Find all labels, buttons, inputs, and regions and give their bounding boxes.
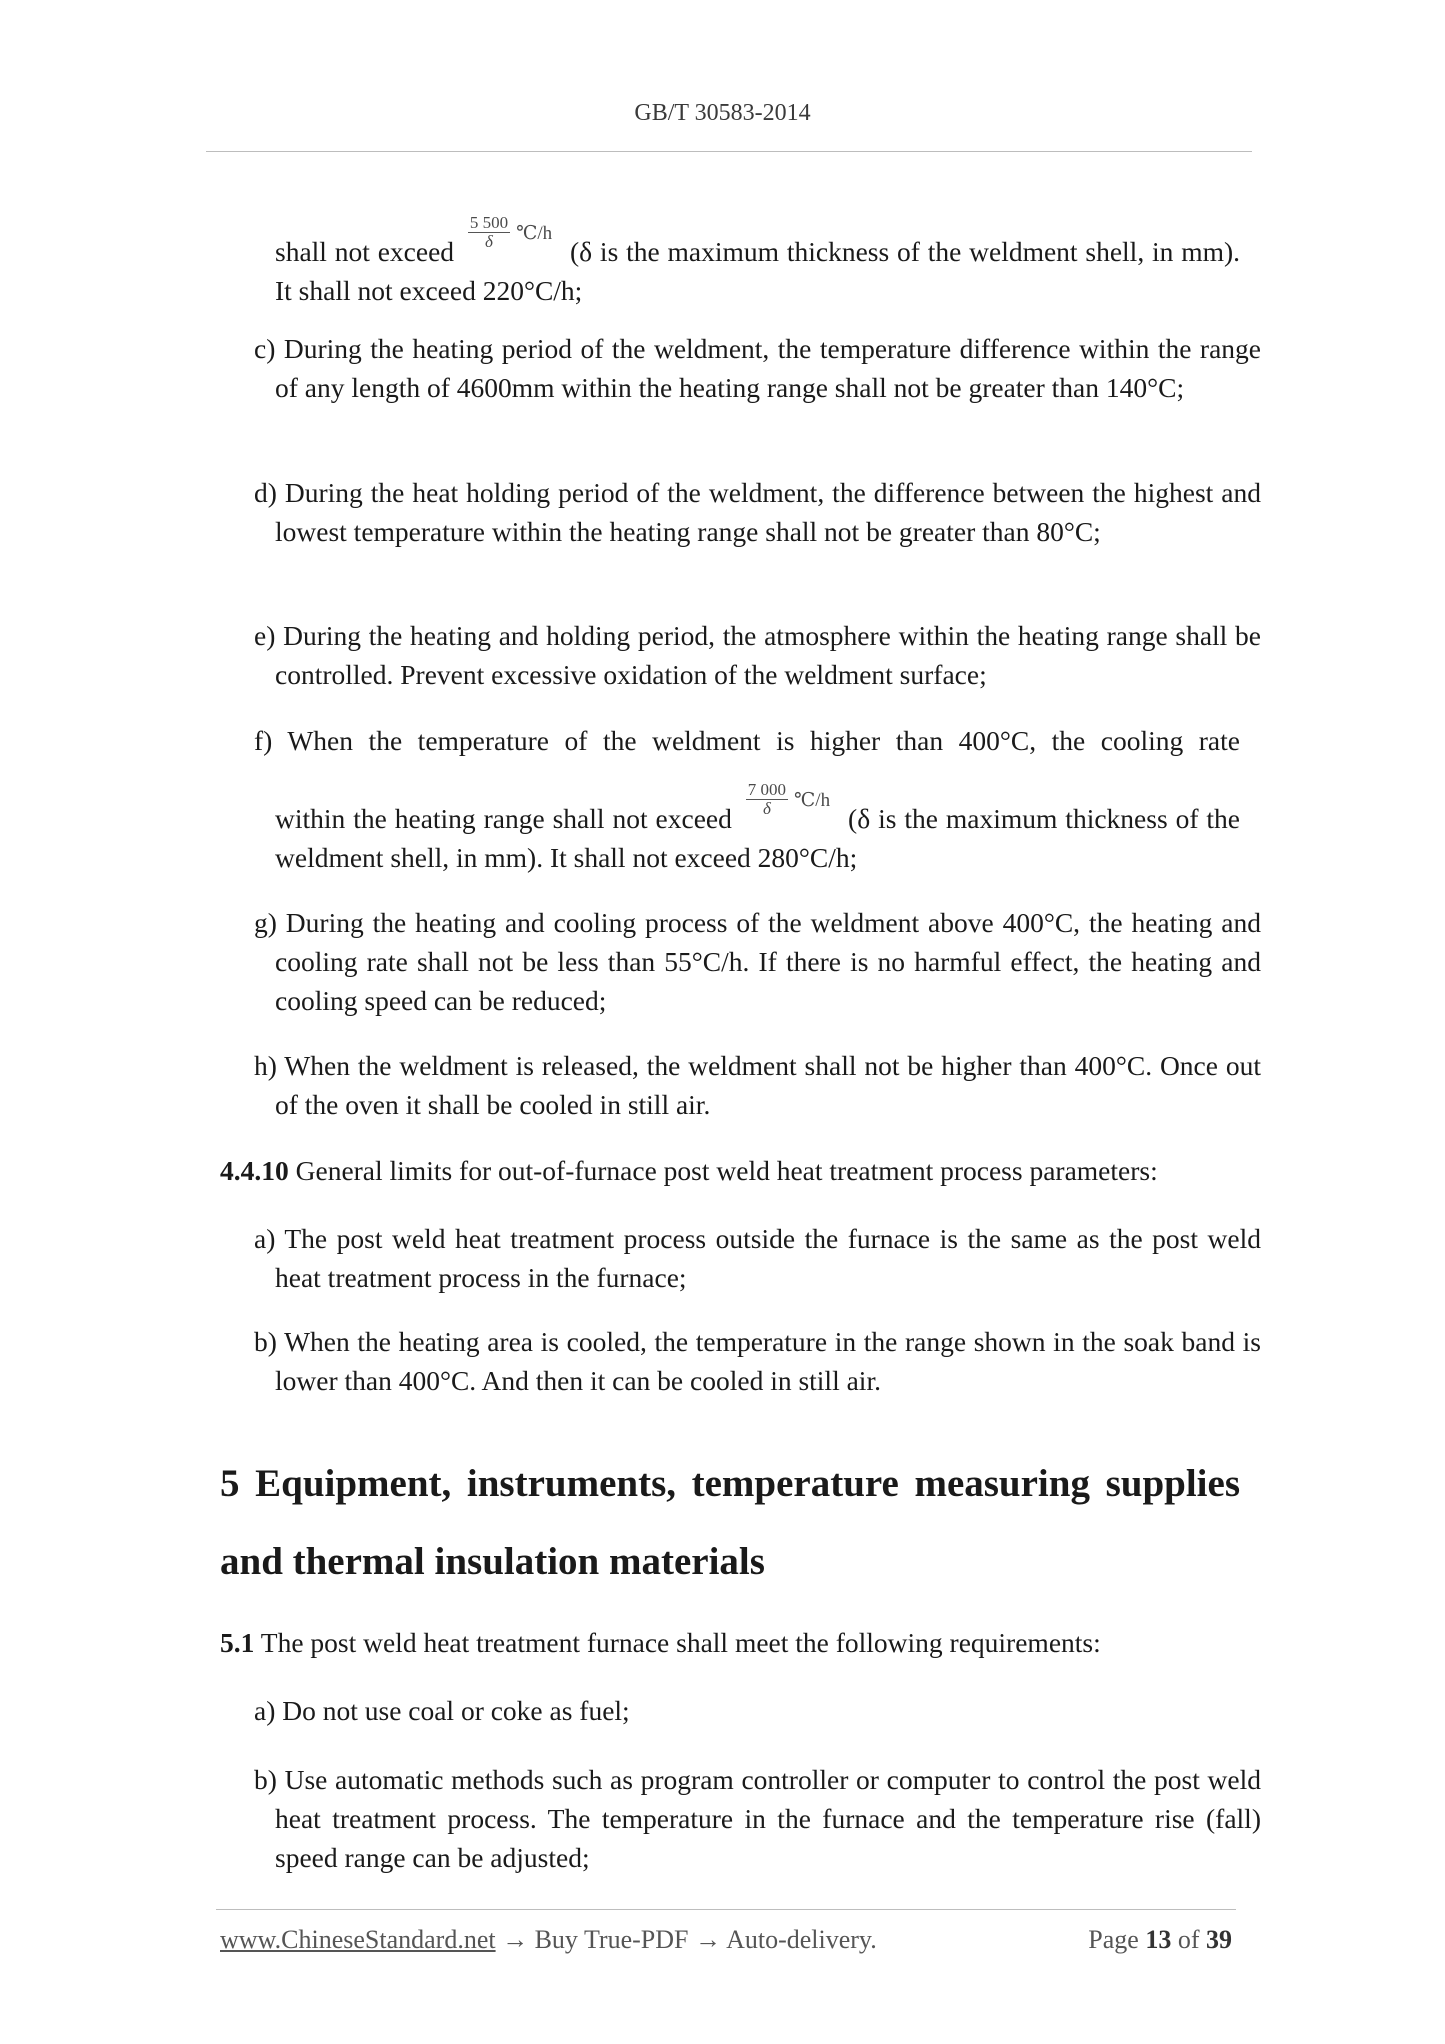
item-f-post-text: (δ is the maximum thickness of the weldment shell, in mm). It shall not exceed 280°C/h; — [275, 803, 1241, 873]
heating-rate-formula — [468, 214, 510, 251]
clause-text: General limits for out-of-furnace post weld heat treatment process parameters: — [295, 1155, 1158, 1186]
header-divider — [206, 151, 1252, 152]
of-label: of — [1177, 1925, 1200, 1954]
list-item-e: e) During the heating and holding period, the atmosphere within the heating range shall be controlled. Prevent excessive oxidation of the weldment surface; — [254, 620, 1261, 690]
page-indicator — [1088, 1925, 1232, 1955]
list-item-4410-b: b) When the heating area is cooled, the temperature in the range shown in the soak band is lower than 400°C. And then it can be cooled in still air. — [254, 1326, 1261, 1396]
formula-unit: ℃/h — [516, 223, 553, 244]
item-b-post-text: (δ is the maximum thickness of the weldment shell, in mm). It shall not exceed 220°C/h; — [275, 236, 1241, 306]
list-item-d: d) During the heat holding period of the weldment, the difference between the highest and lowest temperature within the heating range shall not be greater than 80°C; — [254, 477, 1261, 547]
item-b-continuation — [275, 214, 1240, 310]
list-item-51-b: b) Use automatic methods such as program controller or computer to control the post weld heat treatment process. The temperature in the furnace and the temperature rise (fall) speed range can be adjusted; — [254, 1764, 1261, 1873]
page-label: Page — [1088, 1925, 1139, 1954]
page-number: 13 — [1145, 1925, 1172, 1954]
clause-4-4-10 — [220, 1151, 1240, 1190]
footer-divider — [216, 1909, 1236, 1910]
site-link[interactable]: www.ChineseStandard.net — [220, 1925, 496, 1954]
delivery-text: Auto-delivery. — [726, 1925, 877, 1954]
list-item-f-rest — [275, 781, 1240, 877]
list-item-f-line1: f) When the temperature of the weldment is higher than 400°C, the cooling rate — [254, 725, 1240, 756]
list-item-h: h) When the weldment is released, the weldment shall not be higher than 400°C. Once out of the oven it shall be cooled in still air. — [254, 1050, 1261, 1120]
document-header: GB/T 30583-2014 — [634, 100, 811, 126]
buy-pdf-text: Buy True-PDF — [534, 1925, 689, 1954]
page-footer — [220, 1925, 1232, 1955]
clause-text: The post weld heat treatment furnace shall meet the following requirements: — [260, 1627, 1101, 1658]
list-item-c: c) During the heating period of the weldment, the temperature difference within the range of any length of 4600mm within the heating range shall not be greater than 140°C; — [254, 333, 1261, 403]
formula-unit: ℃/h — [794, 790, 831, 811]
list-item-4410-a: a) The post weld heat treatment process outside the furnace is the same as the post weld heat treatment process in the furnace; — [254, 1223, 1261, 1293]
formula-denominator: δ — [485, 232, 493, 251]
arrow-right-icon: → — [502, 1925, 529, 1954]
formula-numerator: 5 500 — [469, 213, 509, 232]
list-item-51-a: a) Do not use coal or coke as fuel; — [254, 1695, 630, 1726]
item-f-pre-text: within the heating range shall not exceed — [275, 803, 732, 834]
clause-number: 5.1 — [220, 1627, 255, 1658]
formula-denominator: δ — [762, 799, 771, 818]
list-item-g: g) During the heating and cooling process of the weldment above 400°C, the heating and cooling rate shall not be less than 55°C/h. If there is no harmful effect, the heating and cooling speed can be reduced; — [254, 907, 1261, 1016]
page-total: 39 — [1206, 1925, 1232, 1954]
formula-numerator: 7 000 — [747, 780, 787, 799]
clause-number: 4.4.10 — [220, 1155, 289, 1186]
clause-5-1 — [220, 1623, 1240, 1662]
section-5-heading: 5 Equipment, instruments, temperature measuring supplies and thermal insulation materials — [220, 1462, 1240, 1583]
item-b-pre-text: shall not exceed — [275, 236, 455, 267]
cooling-rate-formula — [746, 781, 788, 818]
arrow-right-icon: → — [695, 1925, 721, 1954]
